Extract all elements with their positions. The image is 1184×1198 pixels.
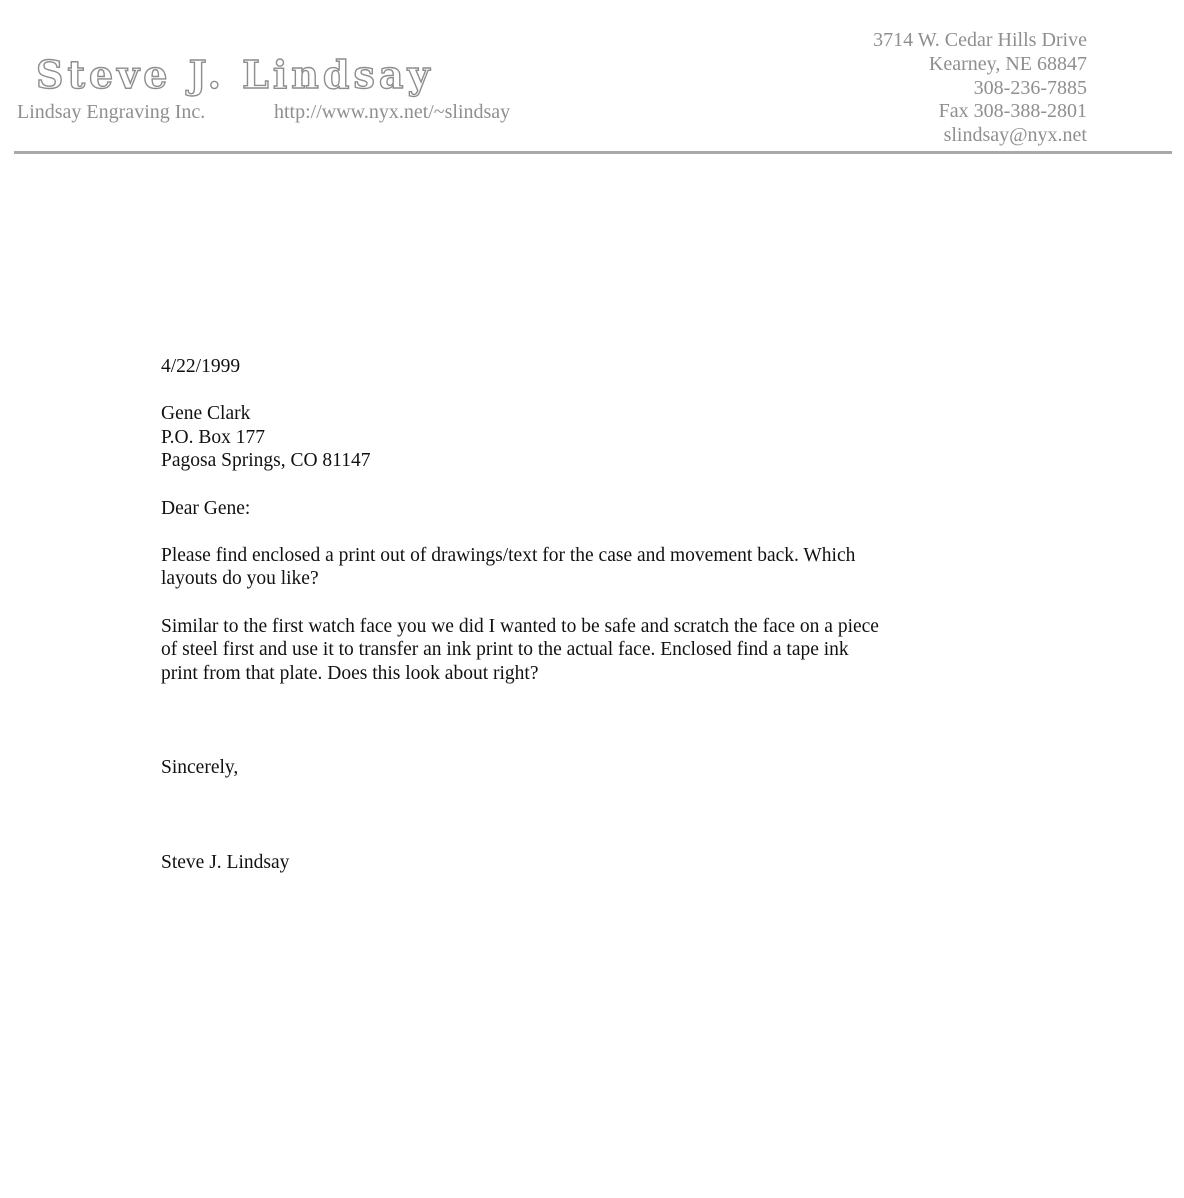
phone-number: 308-236-7885 [973, 76, 1087, 99]
recipient-name: Gene Clark [161, 403, 251, 425]
street-address: 3714 W. Cedar Hills Drive [873, 29, 1087, 51]
header-divider [14, 151, 1172, 154]
contact-block [873, 29, 1087, 148]
body-paragraph: Please find enclosed a print out of drawings/text for the case and movement back. Which layouts do you like? [161, 544, 856, 590]
salutation: Dear Gene: [161, 497, 251, 519]
email-address[interactable]: slindsay@nyx.net [943, 124, 1087, 147]
closing: Sincerely, [161, 757, 239, 779]
letter-body [161, 355, 1041, 874]
recipient-address-line2: Pagosa Springs, CO 81147 [161, 450, 371, 472]
recipient-address-line1: P.O. Box 177 [161, 426, 266, 448]
closing-spacer [161, 709, 1041, 756]
body-paragraph: Similar to the first watch face you we did I wanted to be safe and scratch the face on a piece of steel first and use it to transfer an ink print to the actual face. Enclosed find a tape ink print from that plate. Does this look about right? [161, 615, 879, 684]
signature-name: Steve J. Lindsay [161, 851, 290, 873]
city-state-zip: Kearney, NE 68847 [928, 52, 1087, 75]
letter-date: 4/22/1999 [161, 356, 241, 377]
recipient-block [161, 402, 1041, 473]
fax-number: Fax 308-388-2801 [938, 100, 1087, 123]
company-name: Lindsay Engraving Inc. [17, 101, 206, 123]
letterhead-name: Steve J. Lindsay [36, 52, 434, 97]
website-link[interactable]: http://www.nyx.net/~slindsay [274, 101, 511, 123]
